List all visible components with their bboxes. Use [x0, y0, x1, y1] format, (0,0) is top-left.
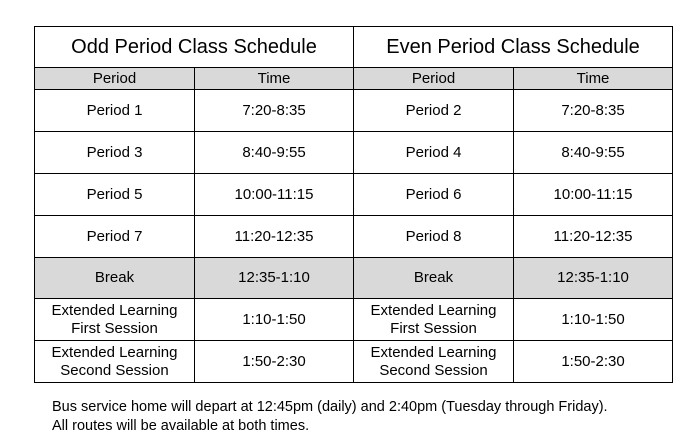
note-line: All routes will be available at both times.: [52, 418, 310, 434]
note-line: Bus service home will depart at 12:45pm (daily) and 2:40pm (Tuesday through Friday).: [52, 399, 608, 415]
table-row: [35, 341, 673, 383]
even-period-cell: Period 8: [354, 216, 514, 258]
table-row: [35, 174, 673, 216]
even-period-cell: Period 4: [354, 132, 514, 174]
odd-period-header: Period: [35, 68, 195, 90]
odd-time-cell: 11:20-12:35: [195, 216, 354, 258]
odd-time-cell: 7:20-8:35: [195, 90, 354, 132]
even-period-cell: Period 2: [354, 90, 514, 132]
period-label-line: Second Session: [379, 361, 488, 379]
odd-period-cell: Period 5: [35, 174, 195, 216]
even-break-label: Break: [354, 258, 514, 299]
period-label-line: Extended Learning: [51, 301, 178, 319]
even-period-cell: [354, 299, 514, 341]
even-time-cell: 8:40-9:55: [514, 132, 673, 174]
odd-schedule-title: Odd Period Class Schedule: [35, 27, 354, 68]
odd-period-cell: Period 7: [35, 216, 195, 258]
table-row: [35, 90, 673, 132]
even-time-cell: 1:50-2:30: [514, 341, 673, 383]
odd-time-header: Time: [195, 68, 354, 90]
period-label-line: First Session: [390, 319, 477, 337]
even-period-header: Period: [354, 68, 514, 90]
period-label-line: Extended Learning: [51, 343, 178, 361]
odd-time-cell: 10:00-11:15: [195, 174, 354, 216]
odd-period-cell: Period 3: [35, 132, 195, 174]
table-row: [35, 299, 673, 341]
odd-break-time: 12:35-1:10: [195, 258, 354, 299]
period-label-line: Extended Learning: [370, 343, 497, 361]
even-time-cell: 11:20-12:35: [514, 216, 673, 258]
even-time-cell: 10:00-11:15: [514, 174, 673, 216]
odd-break-label: Break: [35, 258, 195, 299]
period-label-line: First Session: [71, 319, 158, 337]
table-row: [35, 132, 673, 174]
odd-period-cell: [35, 299, 195, 341]
odd-period-cell: [35, 341, 195, 383]
schedule-table: [34, 26, 673, 383]
period-label-line: Extended Learning: [370, 301, 497, 319]
even-time-cell: 1:10-1:50: [514, 299, 673, 341]
period-label-line: Second Session: [60, 361, 169, 379]
even-schedule-title: Even Period Class Schedule: [354, 27, 673, 68]
bus-service-note: [52, 398, 608, 436]
title-row: [35, 27, 673, 68]
odd-time-cell: 1:10-1:50: [195, 299, 354, 341]
break-row: [35, 258, 673, 299]
even-time-cell: 7:20-8:35: [514, 90, 673, 132]
table-row: [35, 216, 673, 258]
even-time-header: Time: [514, 68, 673, 90]
column-header-row: [35, 68, 673, 90]
odd-period-cell: Period 1: [35, 90, 195, 132]
even-period-cell: Period 6: [354, 174, 514, 216]
odd-time-cell: 8:40-9:55: [195, 132, 354, 174]
even-break-time: 12:35-1:10: [514, 258, 673, 299]
even-period-cell: [354, 341, 514, 383]
odd-time-cell: 1:50-2:30: [195, 341, 354, 383]
